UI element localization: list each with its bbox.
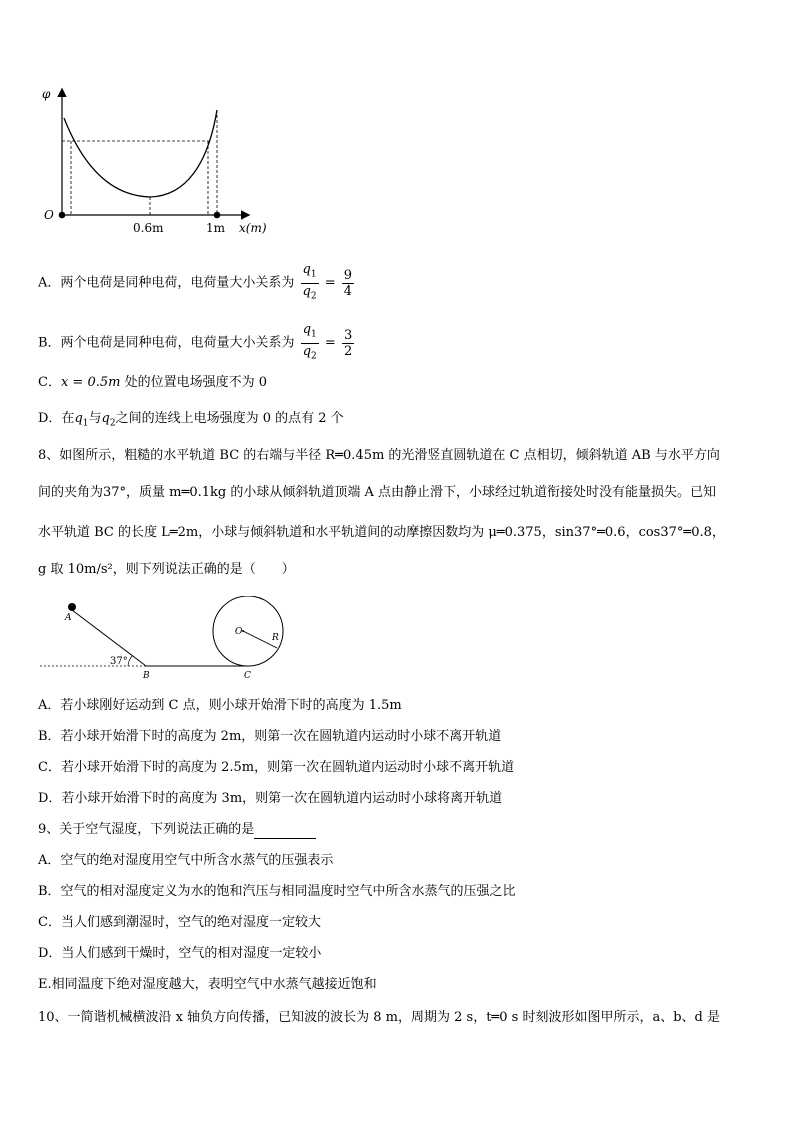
- q8-stem-line-4: g 取 10m/s²，则下列说法正确的是（ ）: [38, 562, 295, 577]
- ball: [68, 603, 76, 611]
- q9-option-a: A．空气的绝对湿度用空气中所含水蒸气的压强表示: [38, 853, 334, 868]
- q8-stem-line-3: 水平轨道 BC 的长度 L═2m，小球与倾斜轨道和水平轨道间的动摩擦因数均为 μ═0.375，sin37°═0.6，cos37°═0.8，: [38, 525, 725, 540]
- potential-curve: [64, 110, 217, 197]
- incline-ab: [72, 610, 146, 666]
- label-b: B: [143, 671, 150, 681]
- origin-charge-dot: [59, 212, 66, 219]
- q7-option-c: C．x = 0.5m 处的位置电场强度不为 0: [38, 375, 267, 390]
- answer-blank[interactable]: [254, 824, 316, 839]
- label-r: R: [272, 633, 279, 643]
- q7-b-fraction-value: $\frac{3}{2}$: [343, 327, 353, 359]
- q9-stem: 9、关于空气湿度，下列说法正确的是: [38, 821, 316, 839]
- label-angle: 37°: [110, 656, 128, 667]
- x-axis-label: x(m): [239, 221, 267, 235]
- q10-stem: 10、一简谐机械横波沿 x 轴负方向传播，已知波的波长为 8 m，周期为 2 s，t═0 s 时刻波形如图甲所示，a、b、d 是: [38, 1010, 720, 1025]
- angle-arc: [128, 656, 132, 666]
- right-charge-dot: [214, 212, 221, 219]
- q7-option-d: D．在$q_1$与$q_2$之间的连线上电场强度为 0 的点有 2 个: [38, 411, 344, 429]
- q8-stem-line-1: 8、如图所示，粗糙的水平轨道 BC 的右端与半径 R═0.45m 的光滑竖直圆轨道在 C 点相切，倾斜轨道 AB 与水平方向: [38, 448, 720, 463]
- x-tick-1m: 1m: [206, 221, 226, 235]
- label-c: C: [244, 671, 251, 681]
- q8-option-b: B．若小球开始滑下时的高度为 2m，则第一次在圆轨道内运动时小球不离开轨道: [38, 729, 502, 744]
- label-o: O: [235, 627, 243, 637]
- y-axis-label: φ: [42, 87, 51, 101]
- q7-option-a: A．两个电荷是同种电荷，电荷量大小关系为 $\frac{q_1}{q_2}$ = $\frac{9}{4}$: [38, 262, 356, 304]
- q8-option-d: D．若小球开始滑下时的高度为 3m，则第一次在圆轨道内运动时小球将离开轨道: [38, 791, 503, 806]
- q9-option-c: C．当人们感到潮湿时，空气的绝对湿度一定较大: [38, 915, 321, 930]
- q9-option-d: D．当人们感到干燥时，空气的相对湿度一定较小: [38, 946, 322, 961]
- q7-b-fraction-q: $\frac{q_1}{q_2}$: [302, 322, 317, 362]
- loop-track: [213, 596, 283, 666]
- q8-track-figure: [36, 596, 296, 686]
- q7-a-fraction-value: $\frac{9}{4}$: [343, 267, 353, 299]
- q8-stem-line-2: 间的夹角为37°，质量 m═0.1kg 的小球从倾斜轨道顶端 A 点由静止滑下，小球经过轨道衔接处时没有能量损失。已知: [38, 485, 716, 500]
- label-a: A: [65, 613, 72, 623]
- q7-a-fraction-q: $\frac{q_1}{q_2}$: [302, 262, 317, 302]
- q8-option-c: C．若小球开始滑下时的高度为 2.5m，则第一次在圆轨道内运动时小球不离开轨道: [38, 760, 515, 775]
- q9-option-b: B．空气的相对湿度定义为水的饱和汽压与相同温度时空气中所含水蒸气的压强之比: [38, 884, 516, 899]
- q7-option-b: B．两个电荷是同种电荷，电荷量大小关系为 $\frac{q_1}{q_2}$ = $\frac{3}{2}$: [38, 322, 356, 364]
- q9-option-e: E.相同温度下绝对湿度越大，表明空气中水蒸气越接近饱和: [38, 977, 377, 992]
- x-tick-0-6m: 0.6m: [133, 221, 164, 235]
- q8-option-a: A．若小球刚好运动到 C 点，则小球开始滑下时的高度为 1.5m: [38, 698, 402, 713]
- potential-graph: [36, 84, 286, 244]
- origin-label: O: [44, 208, 54, 222]
